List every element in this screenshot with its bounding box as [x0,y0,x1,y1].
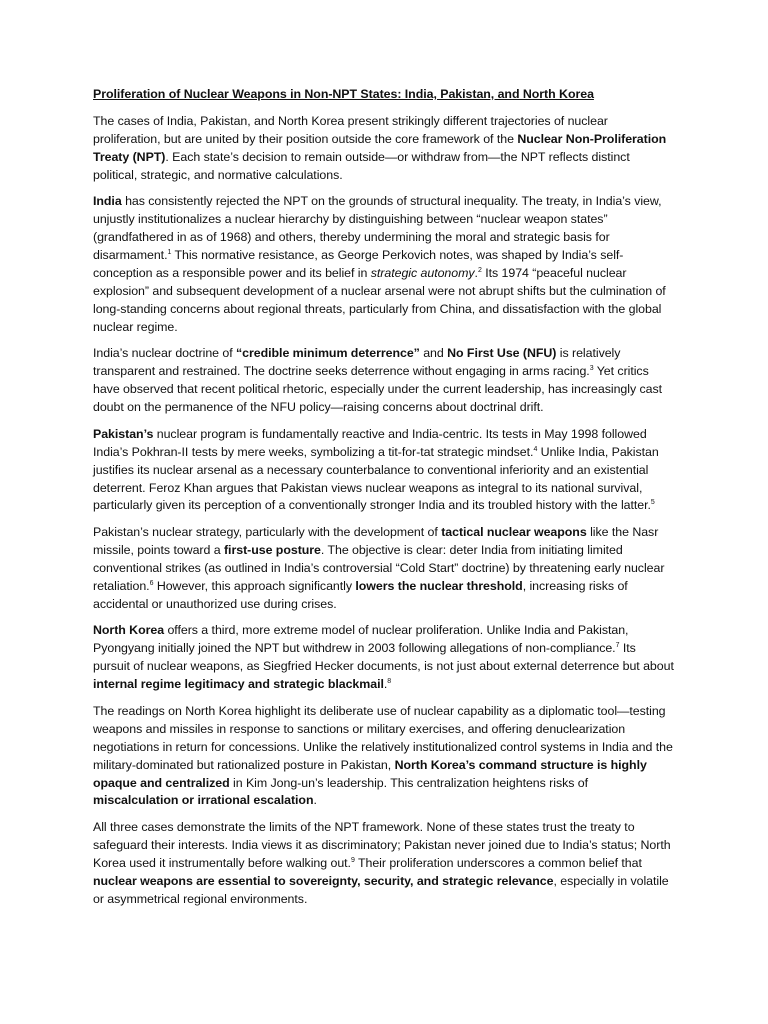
paragraph-text: India’s nuclear doctrine of [93,346,237,361]
paragraph [93,524,675,614]
footnote-marker: 1 [167,248,172,256]
paragraph-text: , especially in volatile or asymmetrical regional environments. [93,873,669,906]
paragraph-text: nuclear program is fundamentally reactive and India-centric. Its tests in May 1998 followed India’s Pokhran-II tests by mere weeks, symbolizing a tit-for-tat strategic mindset. [93,426,647,459]
footnote-marker: 6 [149,579,154,587]
paragraph [93,622,675,694]
italic-text: strategic autonomy [370,265,475,280]
paragraph-text: like the Nasr missile, points toward a [93,525,659,558]
paragraph-text: has consistently rejected the NPT on the grounds of structural inequality. The treaty, in India’s view, unjustly institutionalizes a nuclear hierarchy by distinguishing between “nuclear weapon states” (grandfathered in as of 1968) and others, thereby undermining the moral and strategic basis for disarmament. [93,194,662,263]
bold-text: nuclear weapons are essential to sovereignty, security, and strategic relevance [93,873,554,888]
paragraph [93,426,675,516]
paragraph [93,113,675,185]
paragraph-text: All three cases demonstrate the limits of the NPT framework. None of these states trust the treaty to safeguard their interests. India views it as discriminatory; Pakistan never joined due to India’s status; North Korea used it instrumentally before walking out. [93,820,671,870]
bold-text: miscalculation or irrational escalation [93,793,314,808]
bold-text: internal regime legitimacy and strategic blackmail [93,677,384,692]
document-body [93,113,675,909]
paragraph-text: . [383,677,388,692]
paragraph-text: and [419,346,448,361]
paragraph [93,819,675,909]
paragraph-text: . Each state’s decision to remain outside—or withdraw from—the NPT reflects distinct political, strategic, and normative calculations. [93,149,630,182]
footnote-marker: 9 [350,856,355,864]
paragraph-text: . [474,265,478,280]
paragraph-text: Their proliferation underscores a common belief that [354,855,642,870]
paragraph-text: However, this approach significantly [153,578,356,593]
bold-text: lowers the nuclear threshold [355,578,523,593]
bold-text: “credible minimum deterrence” [236,346,420,361]
footnote-marker: 3 [589,365,594,373]
footnote-marker: 2 [477,266,482,274]
paragraph-text: in Kim Jong-un’s leadership. This centralization heightens risks of [229,775,589,790]
paragraph-text: , increasing risks of accidental or unauthorized use during crises. [93,578,628,611]
bold-text: Pakistan’s [93,426,154,441]
footnote-marker: 7 [615,642,620,650]
bold-text: first-use posture [223,543,321,558]
paragraph-text: Its 1974 “peaceful nuclear explosion” and subsequent development of a nuclear arsenal were not abrupt shifts but the culmination of long-standing concerns about regional threats, particularly from China, and dissatisfaction with the global nuclear regime. [93,265,666,334]
paragraph-text: Pakistan’s nuclear strategy, particularly with the development of [93,525,442,540]
footnote-marker: 5 [650,499,655,507]
bold-text: North Korea [93,623,165,638]
paragraph [93,703,675,810]
document-page [93,86,675,917]
bold-text: India [93,194,122,209]
paragraph-text: Yet critics have observed that recent political rhetoric, especially under the current leadership, has increasingly cast doubt on the permanence of the NFU policy—raising concerns about doctrinal drift. [93,364,663,415]
paragraph-text: Its pursuit of nuclear weapons, as Siegfried Hecker documents, is not just about external deterrence but about [93,641,674,674]
footnote-marker: 4 [533,445,538,453]
document-title: Proliferation of Nuclear Weapons in Non-NPT States: India, Pakistan, and North Korea [93,87,594,101]
bold-text: Nuclear Non-Proliferation Treaty (NPT) [93,131,667,164]
paragraph [93,345,675,417]
paragraph-text: Unlike India, Pakistan justifies its nuclear arsenal as a necessary counterbalance to conventional inferiority and an existential deterrent. Feroz Khan argues that Pakistan views nuclear weapons as integral to its national survival, particularly given its perception of a conventionally stronger India and its troubled history with the latter. [93,444,659,513]
paragraph [93,193,675,336]
bold-text: No First Use (NFU) [447,346,557,361]
bold-text: tactical nuclear weapons [441,525,587,540]
paragraph-text: . [313,793,317,808]
paragraph-text: The cases of India, Pakistan, and North Korea present strikingly different trajectories of nuclear proliferation, but are united by their position outside the core framework of the [93,113,608,146]
paragraph-text: offers a third, more extreme model of nuclear proliferation. Unlike India and Pakistan, Pyongyang initially joined the NPT but withdrew in 2003 following allegations of non-compliance. [93,623,629,656]
paragraph-text: This normative resistance, as George Perkovich notes, was shaped by India’s self-conception as a responsible power and its belief in [93,248,624,280]
paragraph-text: is relatively transparent and restrained. The doctrine seeks deterrence without engaging in arms racing. [93,346,621,379]
bold-text: North Korea’s command structure is highly opaque and centralized [93,757,647,790]
paragraph-text: . The objective is clear: deter India from initiating limited conventional strikes (as outlined in India’s controversial “Cold Start” doctrine) by threatening early nuclear retaliation. [93,543,665,593]
paragraph-text: The readings on North Korea highlight its deliberate use of nuclear capability as a diplomatic tool—testing weapons and missiles in response to sanctions or military exercises, and offering denuclearization negotiations in return for concessions. Unlike the relatively institutionalized control systems in India and the military-dominated but rationalized posture in Pakistan, [93,703,673,772]
footnote-marker: 8 [387,678,392,686]
